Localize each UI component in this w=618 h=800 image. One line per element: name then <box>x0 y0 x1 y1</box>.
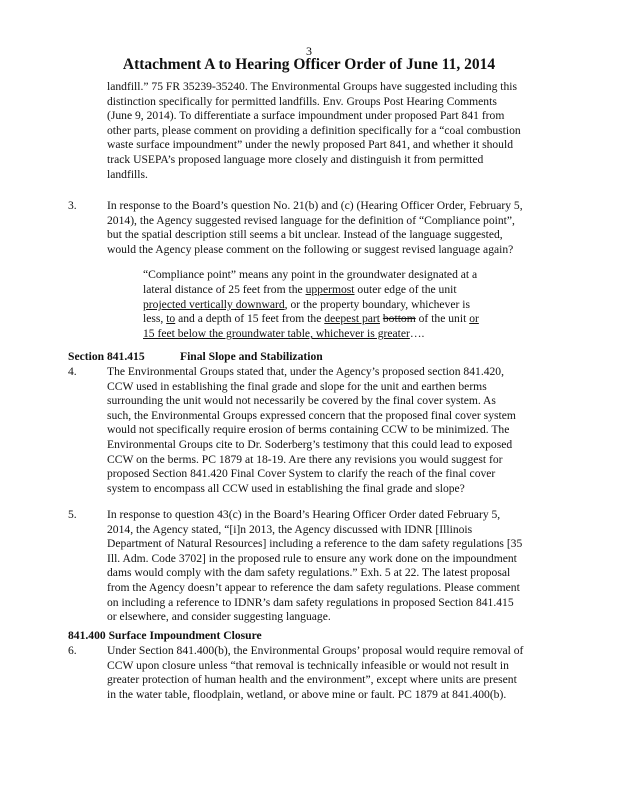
paragraph-line: dams would comply with the dam safety regulations.” Exh. 5 at 22. The latest proposal <box>107 566 511 580</box>
paragraph-line: Under Section 841.400(b), the Environmental Groups’ proposal would require removal of <box>107 644 524 657</box>
paragraph-line: CCW used in establishing the final grade and slope for the unit and earthen berms <box>107 379 487 393</box>
question-4-number: 4. <box>68 365 77 378</box>
paragraph-line: or elsewhere, and consider suggesting language. <box>107 610 331 624</box>
quote-line: projected vertically downward, or the property boundary, whichever is <box>143 297 470 311</box>
paragraph-line: would the Agency please comment on the following or suggest revised language again? <box>107 242 514 256</box>
quote-line: “Compliance point” means any point in the groundwater designated at a <box>143 268 478 281</box>
paragraph-line: Ill. Adm. Code 3702] in the proposed rule to ensure any work done on the impoundment <box>107 551 517 565</box>
paragraph-line: such, the Environmental Groups expressed concern that the proposed final cover system <box>107 408 516 422</box>
question-6-number: 6. <box>68 644 77 657</box>
quote-line: less, to and a depth of 15 feet from the deepest part bottom of the unit or <box>143 312 479 326</box>
paragraph-line: Environmental Groups cite to Dr. Soderberg’s testimony that this could lead to exposed <box>107 437 513 451</box>
paragraph-line: on including a reference to IDNR’s dam safety regulations in proposed Section 841.415 <box>107 595 514 609</box>
continuation-paragraph <box>107 80 577 182</box>
paragraph-line: greater protection of human health and the environment”, except where units are present <box>107 673 517 687</box>
inserted-text: to <box>166 312 176 326</box>
compliance-point-definition <box>143 268 543 342</box>
paragraph-line: other parts, please comment on providing a definition specifically for a “coal combustion <box>107 123 521 137</box>
paragraph-line: system to encompass all CCW used in establishing the final grade and slope? <box>107 481 465 495</box>
question-3-paragraph <box>107 199 577 257</box>
question-3-number: 3. <box>68 199 77 212</box>
paragraph-line: but the spatial description still seems a bit unclear. Instead of the language suggested, <box>107 228 503 242</box>
section-number: Section 841.415 <box>68 350 145 363</box>
inserted-text: projected vertically downward <box>143 297 285 311</box>
question-4-paragraph <box>107 365 577 496</box>
paragraph-line: Department of Natural Resources] including a reference to the dam safety regulations [35 <box>107 537 523 551</box>
inserted-text: uppermost <box>305 282 355 296</box>
paragraph-line: from the Agency doesn’t appear to reference the dam safety regulations. Please comment <box>107 580 520 594</box>
inserted-text: deepest part <box>324 312 380 326</box>
paragraph-line: 2014), the Agency suggested revised language for the definition of “Compliance point”, <box>107 213 515 227</box>
paragraph-line: would not specifically require erosion of berms containing CCW to be minimized. The <box>107 423 510 437</box>
question-5-number: 5. <box>68 508 77 521</box>
question-5-paragraph <box>107 508 577 625</box>
page-number: 3 <box>306 44 312 58</box>
paragraph-line: landfills. <box>107 167 148 181</box>
paragraph-line: proposed Section 841.420 Final Cover System to clarify the reach of the final cover <box>107 467 496 481</box>
paragraph-line: distinction specifically for permitted landfills. Env. Groups Post Hearing Comments <box>107 94 497 108</box>
paragraph-line: surrounding the unit would not necessarily be covered by the final cover system. As <box>107 394 496 408</box>
paragraph-line: CCW upon closure unless “that removal is technically infeasible or would not result in <box>107 658 509 672</box>
paragraph-line: landfill.” 75 FR 35239-35240. The Environmental Groups have suggested including this <box>107 80 518 93</box>
paragraph-line: (June 9, 2014). To differentiate a surface impoundment under proposed Part 841 from <box>107 109 505 123</box>
quote-line: lateral distance of 25 feet from the uppermost outer edge of the unit <box>143 282 457 296</box>
section-title: Final Slope and Stabilization <box>180 350 323 363</box>
paragraph-line: in the water table, floodplain, wetland, or above mine or fault. PC 1879 at 841.400(b). <box>107 687 507 701</box>
deleted-text: bottom <box>382 312 416 326</box>
quote-line: 15 feet below the groundwater table, whichever is greater…. <box>143 327 425 341</box>
question-6-paragraph <box>107 644 577 702</box>
page-title: Attachment A to Hearing Officer Order of June 11, 2014 <box>122 56 496 73</box>
inserted-text: 15 feet below the groundwater table, whichever is greater <box>143 327 410 341</box>
paragraph-line: CCW on the berms. PC 1879 at 18-19. Are there any revisions you would suggest for <box>107 452 503 466</box>
inserted-text: or <box>469 312 479 326</box>
paragraph-line: In response to question 43(c) in the Board’s Hearing Officer Order dated February 5, <box>107 508 501 521</box>
paragraph-line: The Environmental Groups stated that, under the Agency’s proposed section 841.420, <box>107 365 505 378</box>
paragraph-line: In response to the Board’s question No. 21(b) and (c) (Hearing Officer Order, February 5, <box>107 199 523 212</box>
paragraph-line: track USEPA’s proposed language more closely and distinguish it from permitted <box>107 152 484 166</box>
paragraph-line: 2014, the Agency stated, “[i]n 2013, the Agency discussed with IDNR [Illinois <box>107 522 473 536</box>
section-heading: 841.400 Surface Impoundment Closure <box>68 629 262 642</box>
paragraph-line: waste surface impoundment” under the newly proposed Part 841, and whether it should <box>107 138 514 152</box>
